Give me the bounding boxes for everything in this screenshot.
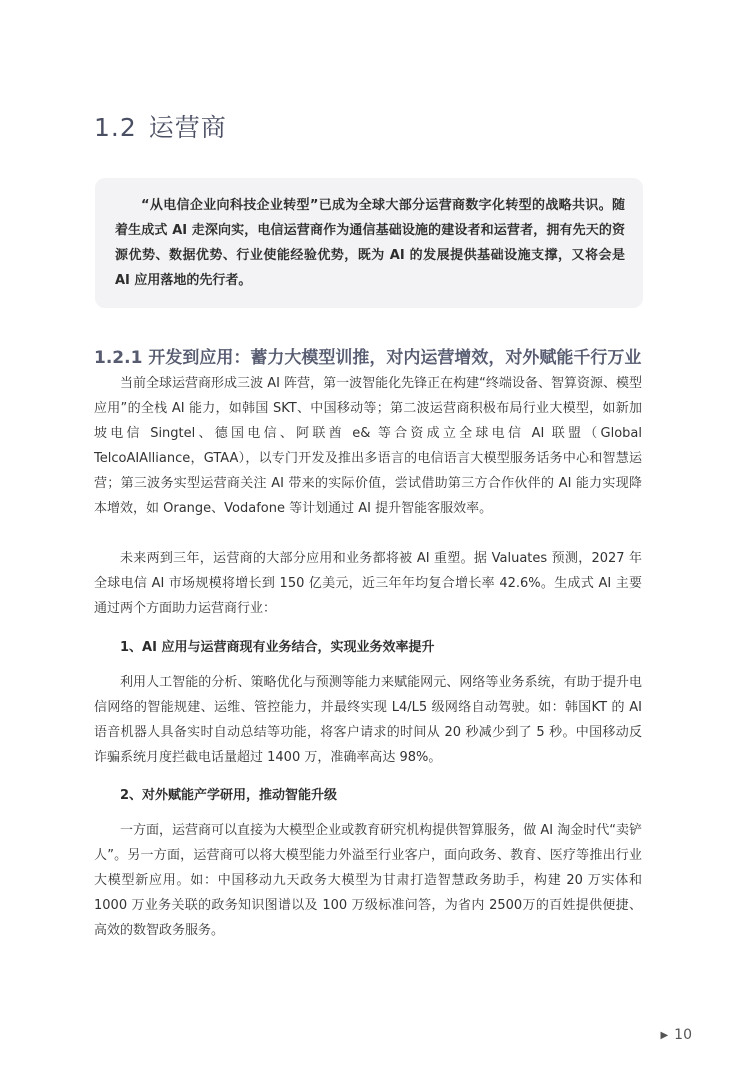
paragraph-2-text: 未来两到三年，运营商的大部分应用和业务都将被 AI 重塑。据 Valuates 预测，2027 年全球电信 AI 市场规模将增长到 150 亿美元，近三年年均复合增长率 42.6%。生成式 AI 主要通过两个方面助力运营商行业： — [94, 551, 642, 616]
section-title — [94, 108, 227, 144]
subheading-1: 1、AI 应用与运营商现有业务结合，实现业务效率提升 — [120, 640, 435, 655]
page-footer — [660, 1027, 692, 1043]
summary-text: “从电信企业向科技企业转型”已成为全球大部分运营商数字化转型的战略共识。随着生成式 AI 走深向实，电信运营商作为通信基础设施的建设者和运营者，拥有先天的资源优势、数据优势、行业使能经验优势，既为 AI 的发展提供基础设施支撑，又将会是 AI 应用落地的先行者。 — [115, 198, 625, 288]
paragraph-1 — [94, 371, 642, 521]
page-number: 10 — [674, 1027, 692, 1043]
paragraph-3-text: 利用人工智能的分析、策略优化与预测等能力来赋能网元、网络等业务系统，有助于提升电信网络的智能规建、运维、管控能力，并最终实现 L4/L5 级网络自动驾驶。如：韩国KT 的 AI 语音机器人具备实时自动总结等功能，将客户请求的时间从 20 秒减少到了 5 秒。中国移动反诈骗系统月度拦截电话量超过 1400 万，准确率高达 98%。 — [94, 675, 642, 765]
paragraph-1-text: 当前全球运营商形成三波 AI 阵营，第一波智能化先锋正在构建“终端设备、智算资源、模型应用”的全栈 AI 能力，如韩国 SKT、中国移动等；第二波运营商积极布局行业大模型，如新加坡电信 Singtel、德国电信、阿联酋 e& 等合资成立全球电信 AI 联盟（Global TelcoAIAlliance，GTAA），以专门开发及推出多语言的电信语言大模型服务话务中心和智慧运营；第三波务实型运营商关注 AI 带来的实际价值，尝试借助第三方合作伙伴的 AI 能力实现降本增效，如 Orange、Vodafone 等计划通过 AI 提升智能客服效率。 — [94, 376, 642, 516]
subheading-2: 2、对外赋能产学研用，推动智能升级 — [120, 788, 338, 803]
paragraph-2 — [94, 546, 642, 621]
paragraph-4 — [94, 818, 642, 943]
section-number: 1.2 — [94, 113, 137, 142]
section-name: 运营商 — [148, 113, 227, 142]
paragraph-3 — [94, 670, 642, 770]
triangle-right-icon: ▶ — [660, 1030, 669, 1041]
paragraph-4-text: 一方面，运营商可以直接为大模型企业或教育研究机构提供智算服务，做 AI 淘金时代“卖铲人”。另一方面，运营商可以将大模型能力外溢至行业客户，面向政务、教育、医疗等推出行业大模型新应用。如：中国移动九天政务大模型为甘肃打造智慧政务助手，构建 20 万实体和 1000 万业务关联的政务知识图谱以及 100 万级标准问答，为省内 2500万的百姓提供便捷、高效的数智政务服务。 — [94, 823, 642, 938]
summary-box — [95, 178, 643, 308]
subsection-title: 1.2.1 开发到应用：蓄力大模型训推，对内运营增效，对外赋能千行万业 — [94, 348, 642, 368]
